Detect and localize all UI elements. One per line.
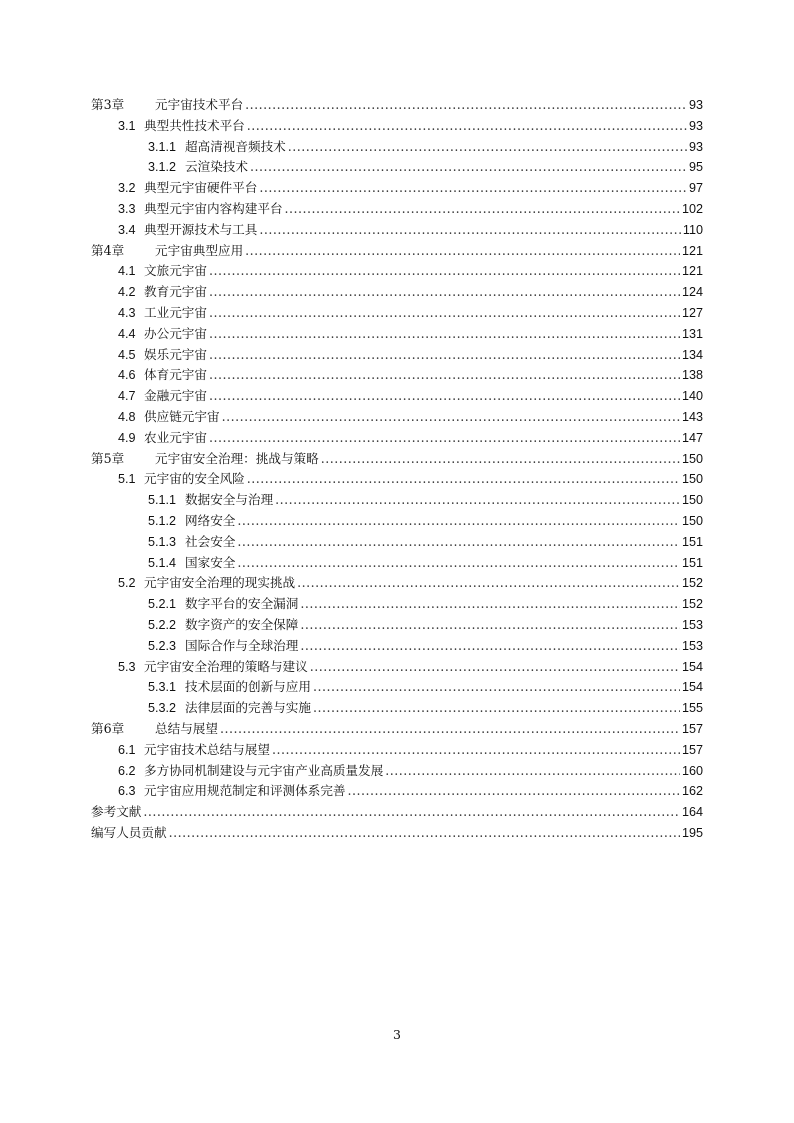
toc-entry-title: 国际合作与全球治理 [185,637,299,653]
toc-entry-number: 3.3 [118,201,136,216]
toc-entry-title: 典型元宇宙内容构建平台 [144,200,283,216]
toc-entry-title: 元宇宙的安全风险 [144,471,245,487]
toc-entry-number: 4.4 [118,326,136,341]
toc-entry-page: 95 [688,160,703,175]
toc-entry-line [91,781,703,802]
toc-entry-line [91,469,703,490]
dot-leader [300,594,680,615]
toc-entry-page: 154 [681,680,703,695]
toc-entry-number: 第4章 [91,242,125,258]
dot-leader [209,282,680,303]
toc-entry[interactable] [91,677,703,698]
toc-entry[interactable] [91,116,703,137]
toc-entry-line [91,178,703,199]
toc-entry-line [91,594,703,615]
dot-leader [300,636,680,657]
toc-entry-line [91,761,703,782]
toc-entry[interactable] [91,324,703,345]
toc-entry-page: 162 [681,784,703,799]
toc-entry[interactable] [91,469,703,490]
toc-entry-page: 124 [681,285,703,300]
toc-entry-title: 典型元宇宙硬件平台 [144,180,258,196]
toc-entry-page: 138 [681,368,703,383]
toc-entry-line [91,511,703,532]
dot-leader [209,365,680,386]
toc-entry-title: 元宇宙安全治理的现实挑战 [144,575,296,591]
dot-leader [285,199,680,220]
toc-entry-page: 160 [681,763,703,778]
toc-entry[interactable] [91,386,703,407]
toc-entry[interactable] [91,615,703,636]
dot-leader [313,677,680,698]
toc-entry-title: 元宇宙安全治理：挑战与策略 [155,450,319,466]
toc-entry-page: 152 [681,597,703,612]
toc-entry-number: 4.8 [118,409,136,424]
toc-entry-line [91,220,703,241]
toc-entry-line [91,553,703,574]
toc-entry-page: 134 [681,347,703,362]
toc-entry-line [91,657,703,678]
dot-leader [247,469,680,490]
dot-leader [250,157,687,178]
toc-entry-number: 4.7 [118,389,136,404]
toc-entry-page: 157 [681,721,703,736]
toc-entry-line [91,261,703,282]
toc-entry-line [91,157,703,178]
toc-entry-number: 5.2.1 [148,597,177,612]
toc-entry-number: 4.6 [118,368,136,383]
dot-leader [237,511,680,532]
toc-entry[interactable] [91,407,703,428]
toc-entry[interactable] [91,698,703,719]
toc-entry-page: 151 [681,534,703,549]
toc-entry-line [91,241,703,262]
toc-entry-page: 150 [681,451,703,466]
toc-entry-line [91,823,703,844]
toc-entry[interactable] [91,636,703,657]
toc-entry-number: 5.1 [118,472,136,487]
toc-entry[interactable] [91,282,703,303]
dot-leader [297,573,680,594]
toc-entry[interactable] [91,261,703,282]
toc-entry-number: 5.1.1 [148,493,177,508]
toc-entry-title: 元宇宙技术平台 [155,97,244,112]
dot-leader [321,449,680,470]
dot-leader [348,781,680,802]
toc-entry-title: 农业元宇宙 [144,429,207,445]
toc-entry-number: 5.1.4 [148,555,177,570]
toc-entry[interactable] [91,449,703,470]
toc-entry-line [91,303,703,324]
toc-entry[interactable] [91,761,703,782]
dot-leader [310,657,680,678]
toc-entry[interactable] [91,490,703,511]
toc-entry-title: 体育元宇宙 [144,367,207,383]
toc-entry-number: 5.2.3 [148,638,177,653]
toc-entry-title: 娱乐元宇宙 [144,346,207,362]
toc-entry-title: 工业元宇宙 [144,304,207,320]
toc-entry-page: 195 [681,825,703,840]
toc-entry-line [91,532,703,553]
toc-entry-title: 文旅元宇宙 [144,263,207,279]
toc-entry[interactable] [91,657,703,678]
toc-entry-page: 152 [681,576,703,591]
toc-entry-page: 102 [681,201,703,216]
dot-leader [209,303,680,324]
toc-entry-number: 4.5 [118,347,136,362]
toc-entry-title: 总结与展望 [155,720,218,736]
toc-entry-page: 93 [688,98,703,112]
toc-entry-number: 5.1.2 [148,513,177,528]
toc-entry-number: 4.9 [118,430,136,445]
dot-leader [247,116,687,137]
toc-entry[interactable] [91,428,703,449]
dot-leader [209,261,680,282]
toc-entry[interactable] [91,719,703,740]
dot-leader [237,553,680,574]
toc-entry-page: 110 [682,222,703,237]
toc-entry[interactable] [91,199,703,220]
toc-entry[interactable] [91,137,703,158]
toc-entry[interactable] [91,241,703,262]
toc-entry-line [91,740,703,761]
toc-entry-title: 数字平台的安全漏洞 [185,596,299,612]
toc-entry[interactable] [91,95,703,116]
toc-entry-title: 编写人员贡献 [91,824,167,840]
toc-entry[interactable] [91,823,703,844]
dot-leader [313,698,680,719]
toc-entry-page: 121 [681,264,703,279]
toc-entry-line [91,802,703,823]
toc-entry-number: 4.1 [118,264,136,279]
toc-entry-title: 数字资产的安全保障 [185,616,299,632]
toc-entry[interactable] [91,178,703,199]
toc-entry-title: 典型共性技术平台 [144,117,245,133]
toc-entry-title: 办公元宇宙 [144,325,207,341]
toc-entry-page: 153 [681,638,703,653]
toc-entry-title: 法律层面的完善与实施 [185,700,311,716]
toc-entry-line [91,282,703,303]
toc-entry-number: 3.1.2 [148,160,177,175]
toc-entry-title: 技术层面的创新与应用 [185,679,311,695]
toc-entry-page: 151 [681,555,703,570]
toc-entry-line [91,199,703,220]
dot-leader [222,407,680,428]
toc-entry-title: 元宇宙典型应用 [155,242,244,258]
toc-entry-page: 93 [688,118,703,133]
toc-entry[interactable] [91,303,703,324]
toc-entry-title: 元宇宙技术总结与展望 [144,741,270,757]
toc-entry-line [91,449,703,470]
toc-entry-title: 元宇宙应用规范制定和评测体系完善 [144,783,346,799]
toc-entry-title: 典型开源技术与工具 [144,221,258,237]
dot-leader [143,802,680,823]
toc-entry-line [91,490,703,511]
page-number: 3 [393,1027,401,1042]
toc-entry-page: 127 [681,305,703,320]
dot-leader [169,823,680,844]
toc-entry-number: 5.3 [118,659,136,674]
toc-entry-number: 5.3.2 [148,701,177,716]
dot-leader [209,428,680,449]
toc-entry-number: 6.3 [118,784,136,799]
toc-entry-line [91,365,703,386]
dot-leader [209,386,680,407]
dot-leader [300,615,680,636]
dot-leader [275,490,680,511]
toc-entry-title: 教育元宇宙 [144,284,207,300]
dot-leader [259,220,681,241]
dot-leader [259,178,687,199]
dot-leader [209,324,680,345]
toc-entry-page: 97 [688,181,703,196]
toc-entry-line [91,407,703,428]
toc-entry-number: 3.1 [118,118,136,133]
toc-entry-title: 超高清视音频技术 [185,138,286,154]
toc-entry-line [91,345,703,366]
toc-entry-number: 6.1 [118,742,136,757]
toc-entry-line [91,428,703,449]
toc-entry-line [91,324,703,345]
toc-entry[interactable] [91,781,703,802]
toc-entry-title: 云渲染技术 [185,159,248,175]
toc-entry-title: 数据安全与治理 [185,492,274,508]
toc-entry[interactable] [91,802,703,823]
toc-entry-title: 供应链元宇宙 [144,408,220,424]
table-of-contents [91,95,703,844]
toc-entry[interactable] [91,740,703,761]
toc-entry-title: 社会安全 [185,533,236,549]
toc-entry-number: 6.2 [118,763,136,778]
toc-entry-title: 参考文献 [91,804,142,820]
toc-entry-number: 5.3.1 [148,680,177,695]
dot-leader [288,137,687,158]
dot-leader [272,740,680,761]
toc-entry-number: 5.2 [118,576,136,591]
toc-entry-number: 3.1.1 [148,139,177,154]
toc-entry-title: 金融元宇宙 [144,388,207,404]
toc-entry[interactable] [91,365,703,386]
toc-entry[interactable] [91,511,703,532]
toc-entry-line [91,137,703,158]
toc-entry-title: 网络安全 [185,512,236,528]
toc-entry[interactable] [91,553,703,574]
toc-entry-page: 150 [681,472,703,487]
toc-entry-title: 元宇宙安全治理的策略与建议 [144,658,308,674]
dot-leader [220,719,680,740]
toc-entry-line [91,698,703,719]
toc-entry-number: 第5章 [91,450,125,466]
toc-entry-number: 5.1.3 [148,534,177,549]
toc-entry-number: 3.2 [118,181,136,196]
toc-entry-page: 93 [688,139,703,154]
toc-entry-number: 5.2.2 [148,617,177,632]
toc-entry-page: 150 [681,513,703,528]
toc-entry-page: 121 [681,243,703,258]
toc-entry-page: 150 [681,493,703,508]
toc-entry-page: 154 [681,659,703,674]
toc-entry-page: 147 [681,430,703,445]
toc-entry-page: 140 [681,389,703,404]
toc-entry[interactable] [91,220,703,241]
dot-leader [245,241,680,262]
toc-entry-title: 国家安全 [185,554,236,570]
toc-entry-number: 第6章 [91,720,125,736]
toc-entry-number: 4.3 [118,305,136,320]
dot-leader [237,532,680,553]
toc-entry-page: 155 [681,701,703,716]
toc-entry-line [91,636,703,657]
toc-entry[interactable] [91,573,703,594]
dot-leader [385,761,680,782]
dot-leader [245,95,687,116]
toc-entry-title: 多方协同机制建设与元宇宙产业高质量发展 [144,762,384,778]
toc-entry-line [91,677,703,698]
toc-entry-page: 164 [681,805,703,820]
toc-entry-line [91,719,703,740]
toc-entry-line [91,386,703,407]
toc-entry-number: 3.4 [118,222,136,237]
toc-entry[interactable] [91,345,703,366]
toc-entry-page: 157 [681,742,703,757]
toc-entry-line [91,615,703,636]
dot-leader [209,345,680,366]
toc-entry-page: 153 [681,617,703,632]
toc-entry-line [91,573,703,594]
toc-entry[interactable] [91,157,703,178]
toc-entry-line [91,116,703,137]
toc-entry-number: 第3章 [91,97,125,112]
toc-entry-page: 131 [681,326,703,341]
toc-entry[interactable] [91,594,703,615]
toc-entry-number: 4.2 [118,285,136,300]
toc-entry[interactable] [91,532,703,553]
toc-entry-line [91,95,703,116]
toc-entry-page: 143 [681,409,703,424]
